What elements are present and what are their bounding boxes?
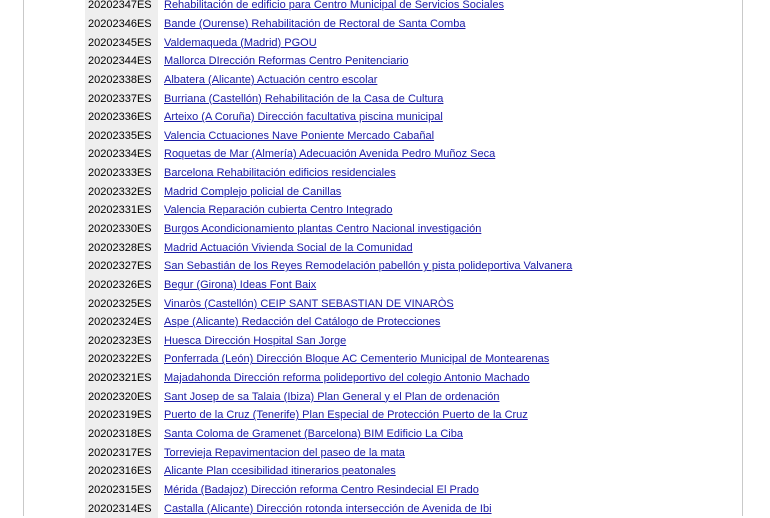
competition-code: 20202321ES	[85, 369, 158, 388]
list-item	[85, 257, 725, 276]
list-item	[85, 89, 725, 108]
competition-title-link[interactable]: San Sebastián de los Reyes Remodelación pabellón y pista polideportiva Valvanera	[164, 260, 573, 273]
competition-code: 20202320ES	[85, 387, 158, 406]
competition-title-cell	[158, 0, 725, 15]
competition-code: 20202325ES	[85, 294, 158, 313]
competition-title-cell	[158, 33, 725, 52]
competition-title-cell	[158, 145, 725, 164]
competition-title-cell	[158, 443, 725, 462]
competition-code: 20202324ES	[85, 313, 158, 332]
list-item	[85, 145, 725, 164]
list-item	[85, 425, 725, 444]
list-item	[85, 443, 725, 462]
competition-title-link[interactable]: Ponferrada (León) Dirección Bloque AC Cementerio Municipal de Montearenas	[164, 353, 550, 366]
competition-title-link[interactable]: Arteixo (A Coruña) Dirección facultativa piscina municipal	[164, 111, 443, 124]
competition-code: 20202323ES	[85, 332, 158, 351]
competition-title-link[interactable]: Vinaròs (Castellón) CEIP SANT SEBASTIAN DE VINARÒS	[164, 297, 454, 310]
competition-title-link[interactable]: Rehabilitación de edificio para Centro Municipal de Servicios Sociales	[164, 0, 504, 12]
list-item	[85, 201, 725, 220]
competition-title-cell	[158, 462, 725, 481]
competition-title-cell	[158, 257, 725, 276]
competition-title-cell	[158, 220, 725, 239]
competition-title-link[interactable]: Valencia Reparación cubierta Centro Integrado	[164, 204, 393, 217]
competition-title-link[interactable]: Aspe (Alicante) Redacción del Catálogo de Protecciones	[164, 316, 441, 329]
list-item	[85, 369, 725, 388]
competition-title-cell	[158, 108, 725, 127]
list-item	[85, 15, 725, 34]
competition-title-cell	[158, 201, 725, 220]
competition-code: 20202346ES	[85, 15, 158, 34]
list-item	[85, 294, 725, 313]
competition-title-link[interactable]: Huesca Dirección Hospital San Jorge	[164, 334, 347, 347]
competition-list	[85, 0, 725, 518]
competition-title-link[interactable]: Sant Josep de sa Talaia (Ibiza) Plan General y el Plan de ordenación	[164, 390, 500, 403]
competition-code: 20202316ES	[85, 462, 158, 481]
competition-title-cell	[158, 406, 725, 425]
competition-title-link[interactable]: Madrid Complejo policial de Canillas	[164, 185, 342, 198]
competition-title-cell	[158, 126, 725, 145]
list-item	[85, 499, 725, 518]
competition-title-link[interactable]: Alicante Plan ccesibilidad itinerarios peatonales	[164, 465, 396, 478]
list-item	[85, 52, 725, 71]
competition-code: 20202338ES	[85, 71, 158, 90]
competition-code: 20202334ES	[85, 145, 158, 164]
competition-title-cell	[158, 313, 725, 332]
competition-title-cell	[158, 425, 725, 444]
competition-title-cell	[158, 294, 725, 313]
competition-code: 20202333ES	[85, 164, 158, 183]
competition-title-link[interactable]: Santa Coloma de Gramenet (Barcelona) BIM Edificio La Ciba	[164, 428, 463, 441]
competition-title-link[interactable]: Torrevieja Repavimentacion del paseo de la mata	[164, 446, 405, 459]
competition-title-link[interactable]: Valencia Cctuaciones Nave Poniente Mercado Cabañal	[164, 129, 435, 142]
list-item	[85, 71, 725, 90]
competition-code: 20202328ES	[85, 238, 158, 257]
competition-title-cell	[158, 350, 725, 369]
competition-code: 20202332ES	[85, 182, 158, 201]
competition-title-link[interactable]: Madrid Actuación Vivienda Social de la Comunidad	[164, 241, 413, 254]
list-item	[85, 0, 725, 15]
competition-title-cell	[158, 276, 725, 295]
competition-title-link[interactable]: Albatera (Alicante) Actuación centro escolar	[164, 73, 378, 86]
list-item	[85, 481, 725, 500]
competition-title-link[interactable]: Barcelona Rehabilitación edificios residenciales	[164, 167, 396, 180]
competition-title-cell	[158, 182, 725, 201]
competition-title-link[interactable]: Mérida (Badajoz) Dirección reforma Centro Resindecial El Prado	[164, 483, 479, 496]
competition-code: 20202322ES	[85, 350, 158, 369]
competition-code: 20202317ES	[85, 443, 158, 462]
competition-title-link[interactable]: Bande (Ourense) Rehabilitación de Rectoral de Santa Comba	[164, 17, 466, 30]
competition-code: 20202327ES	[85, 257, 158, 276]
competition-code: 20202319ES	[85, 406, 158, 425]
competition-code: 20202330ES	[85, 220, 158, 239]
competition-title-cell	[158, 15, 725, 34]
list-item	[85, 238, 725, 257]
competition-code: 20202337ES	[85, 89, 158, 108]
list-item	[85, 332, 725, 351]
list-item	[85, 313, 725, 332]
competition-title-cell	[158, 71, 725, 90]
competition-title-cell	[158, 499, 725, 518]
competition-title-link[interactable]: Majadahonda Dirección reforma polideportivo del colegio Antonio Machado	[164, 372, 530, 385]
competition-title-cell	[158, 238, 725, 257]
list-item	[85, 387, 725, 406]
competition-code: 20202326ES	[85, 276, 158, 295]
list-item	[85, 350, 725, 369]
competition-title-cell	[158, 481, 725, 500]
list-item	[85, 462, 725, 481]
competition-title-link[interactable]: Mallorca DIrección Reformas Centro Penitenciario	[164, 55, 409, 68]
list-item	[85, 220, 725, 239]
competition-title-link[interactable]: Puerto de la Cruz (Tenerife) Plan Especial de Protección Puerto de la Cruz	[164, 409, 528, 422]
list-item	[85, 33, 725, 52]
competition-code: 20202335ES	[85, 126, 158, 145]
competition-code: 20202314ES	[85, 499, 158, 518]
list-item	[85, 108, 725, 127]
list-item	[85, 406, 725, 425]
competition-title-cell	[158, 89, 725, 108]
list-item	[85, 164, 725, 183]
list-item	[85, 276, 725, 295]
competition-code: 20202315ES	[85, 481, 158, 500]
competition-code: 20202331ES	[85, 201, 158, 220]
list-item	[85, 126, 725, 145]
competition-title-cell	[158, 387, 725, 406]
competition-title-cell	[158, 164, 725, 183]
competition-title-link[interactable]: Roquetas de Mar (Almería) Adecuación Avenida Pedro Muñoz Seca	[164, 148, 496, 161]
competition-code: 20202345ES	[85, 33, 158, 52]
competition-code: 20202344ES	[85, 52, 158, 71]
list-item	[85, 182, 725, 201]
competition-title-link[interactable]: Valdemaqueda (Madrid) PGOU	[164, 36, 317, 49]
competition-title-cell	[158, 332, 725, 351]
competition-title-link[interactable]: Begur (Girona) Ideas Font Baix	[164, 278, 317, 291]
competition-title-link[interactable]: Castalla (Alicante) Dirección rotonda intersección de Avenida de Ibi	[164, 502, 492, 515]
competition-title-link[interactable]: Burriana (Castellón) Rehabilitación de la Casa de Cultura	[164, 92, 444, 105]
competition-code: 20202336ES	[85, 108, 158, 127]
competition-title-cell	[158, 369, 725, 388]
competition-title-cell	[158, 52, 725, 71]
competition-code: 20202347ES	[85, 0, 158, 15]
competition-code: 20202318ES	[85, 425, 158, 444]
competition-title-link[interactable]: Burgos Acondicionamiento plantas Centro Nacional investigación	[164, 223, 482, 235]
